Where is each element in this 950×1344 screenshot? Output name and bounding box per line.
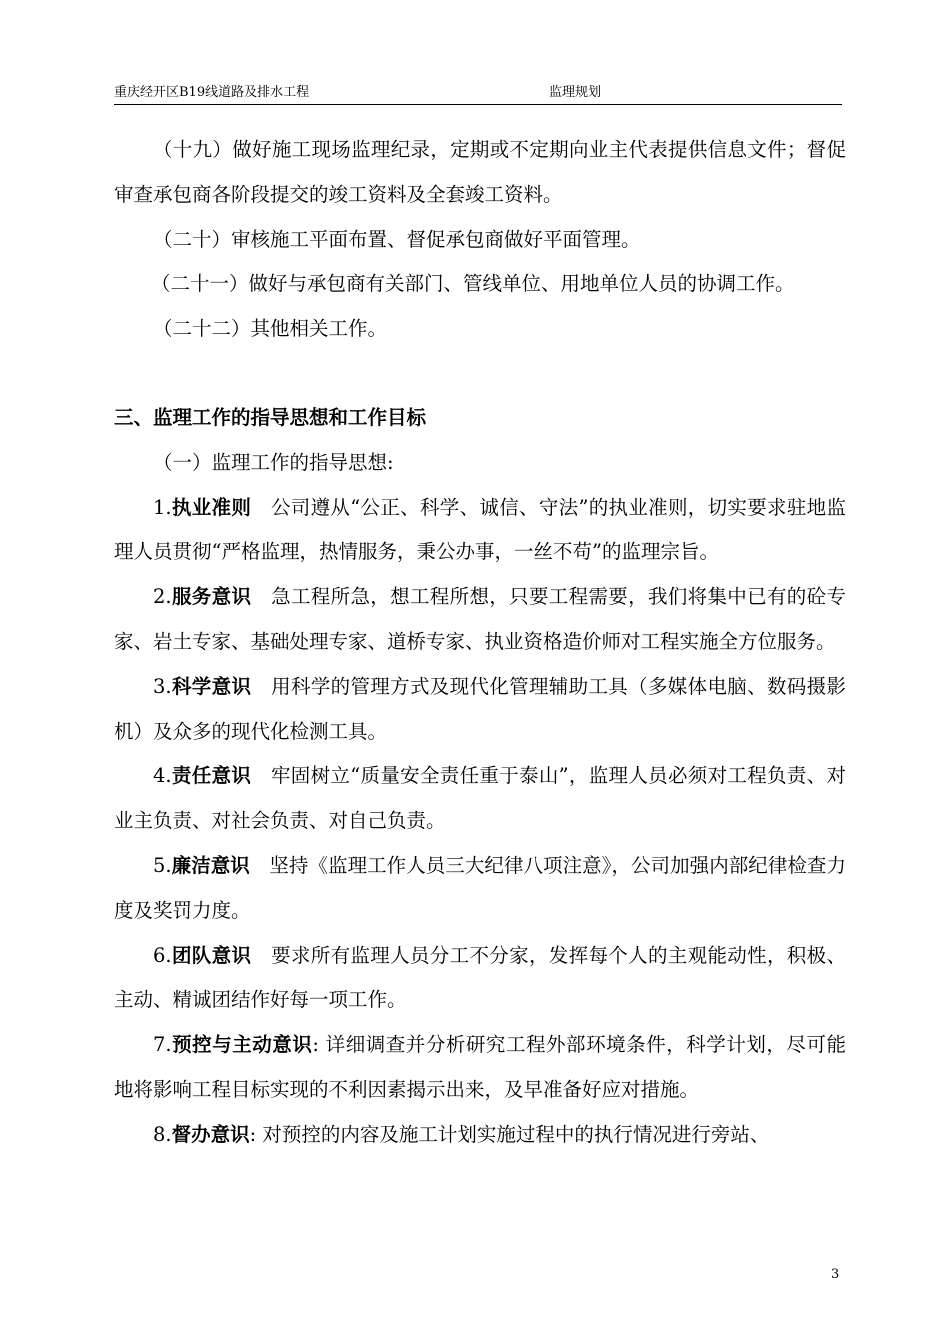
- principle-1: [114, 486, 846, 576]
- principle-text: 急工程所急，想工程所想，只要工程需要，我们将集中已有的砼专家、岩土专家、基础处理专家、道桥专家、执业资格造价师对工程实施全方位服务。: [114, 585, 846, 653]
- principle-7: [114, 1023, 846, 1113]
- principle-text: : 详细调查并分析研究工程外部环境条件，科学计划，尽可能地将影响工程目标实现的不利因素揭示出来，及早准备好应对措施。: [114, 1033, 846, 1101]
- principle-5: [114, 844, 846, 934]
- item-19: （十九）做好施工现场监理纪录，定期或不定期向业主代表提供信息文件；督促审查承包商各阶段提交的竣工资料及全套竣工资料。: [114, 138, 846, 206]
- principle-3: [114, 665, 846, 755]
- principle-number: 2.: [153, 585, 172, 609]
- principle-2: [114, 575, 846, 665]
- principle-text: 坚持《监理工作人员三大纪律八项注意》，公司加强内部纪律检查力度及奖罚力度。: [114, 853, 846, 922]
- principle-number: 8.: [153, 1122, 172, 1146]
- header-project-title: 重庆经开区B19线道路及排水工程: [114, 85, 310, 100]
- principle-6: [114, 934, 846, 1024]
- principle-number: 7.: [153, 1033, 172, 1057]
- principle-keyword: 科学意识: [171, 674, 252, 698]
- item-20: （二十）审核施工平面布置、督促承包商做好平面管理。: [153, 227, 641, 251]
- principle-text: : 对预控的内容及施工计划实施过程中的执行情况进行旁站、: [249, 1122, 770, 1146]
- principle-keyword: 督办意识: [171, 1122, 250, 1146]
- item-22: （二十二）其他相关工作。: [153, 317, 388, 341]
- page-header: [114, 84, 842, 105]
- principle-number: 1.: [153, 495, 172, 519]
- principle-keyword: 执业准则: [171, 495, 252, 519]
- principle-number: 3.: [153, 674, 172, 698]
- principle-8: [114, 1113, 846, 1158]
- principle-4: [114, 754, 846, 844]
- principle-keyword: 服务意识: [171, 585, 252, 609]
- principle-text: 公司遵从“公正、科学、诚信、守法”的执业准则，切实要求驻地监理人员贯彻“严格监理，热情服务，秉公办事，一丝不苟”的监理宗旨。: [114, 495, 846, 564]
- principle-number: 6.: [153, 943, 172, 967]
- principle-text: 要求所有监理人员分工不分家，发挥每个人的主观能动性，积极、主动、精诚团结作好每一项工作。: [114, 943, 846, 1012]
- subsection-heading: （一）监理工作的指导思想:: [153, 450, 394, 474]
- item-21: （二十一）做好与承包商有关部门、管线单位、用地单位人员的协调工作。: [151, 272, 795, 296]
- principle-number: 5.: [153, 853, 172, 877]
- principle-number: 4.: [153, 764, 172, 788]
- header-doc-title: 监理规划: [549, 85, 602, 100]
- principle-keyword: 廉洁意识: [171, 853, 250, 877]
- principle-keyword: 团队意识: [171, 943, 252, 967]
- principle-keyword: 预控与主动意识: [171, 1033, 313, 1057]
- principle-keyword: 责任意识: [171, 764, 252, 788]
- document-body: [114, 128, 846, 1158]
- principle-text: 牢固树立“质量安全责任重于泰山”，监理人员必须对工程负责、对业主负责、对社会负责、对自己负责。: [114, 764, 846, 833]
- principle-text: 用科学的管理方式及现代化管理辅助工具（多媒体电脑、数码摄影机）及众多的现代化检测工具。: [114, 674, 846, 743]
- page-number: 3: [831, 1267, 840, 1282]
- section-heading: 三、监理工作的指导思想和工作目标: [114, 405, 427, 429]
